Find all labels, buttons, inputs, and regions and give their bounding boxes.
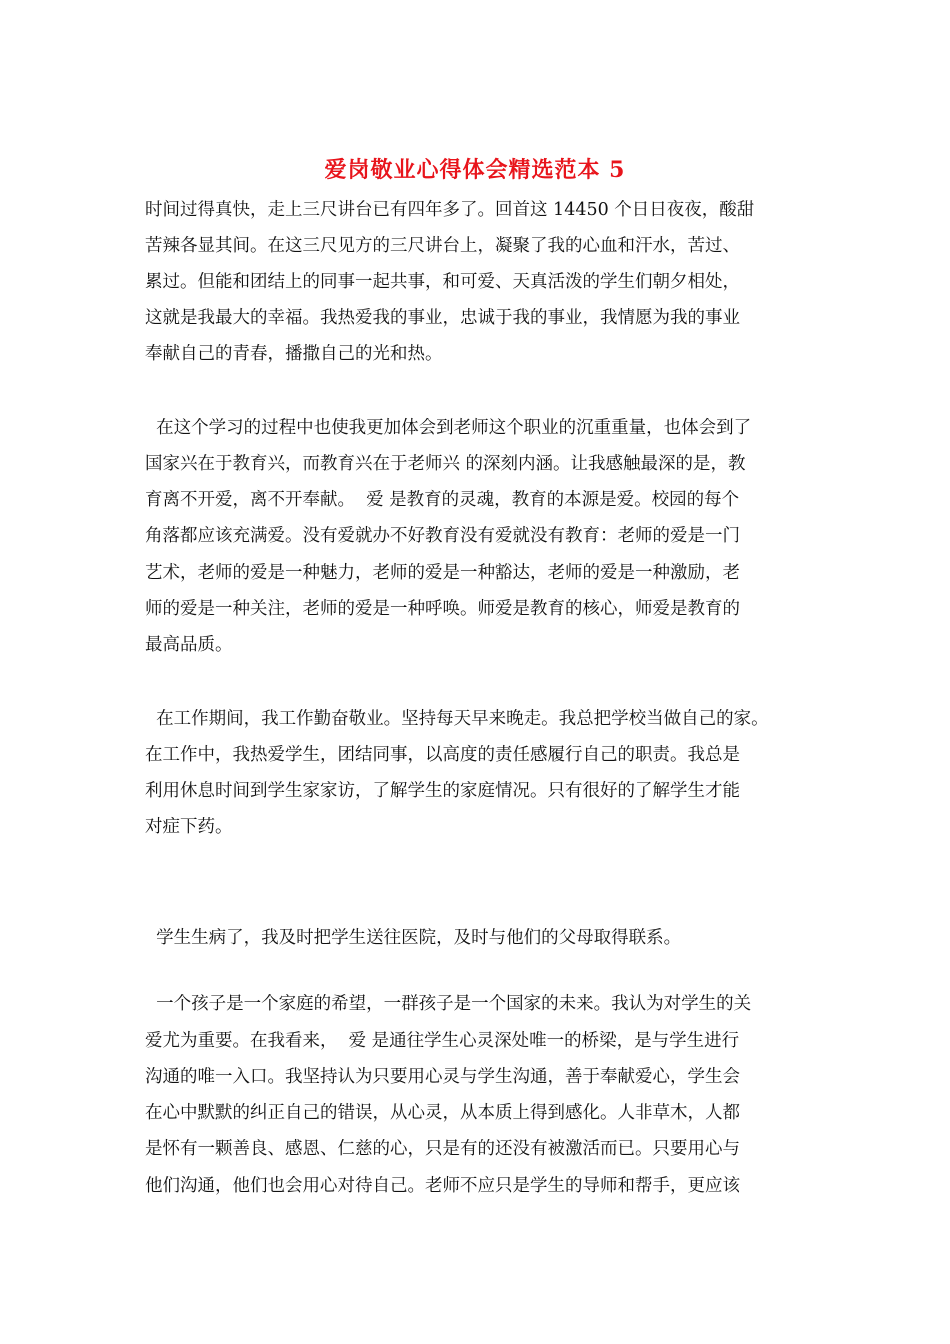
paragraph-4-line-1: 学生生病了，我及时把学生送往医院，及时与他们的父母取得联系。 — [145, 928, 682, 948]
paragraph-5-line-6: 他们沟通，他们也会用心对待自己。老师不应只是学生的导师和帮手，更应该 — [145, 1176, 740, 1196]
paragraph-3-line-2: 在工作中，我热爱学生，团结同事，以高度的责任感履行自己的职责。我总是 — [145, 745, 740, 765]
paragraph-3-line-1: 在工作期间，我工作勤奋敬业。坚持每天早来晚走。我总把学校当做自己的家。 — [145, 709, 769, 729]
paragraph-5-line-4: 在心中默默的纠正自己的错误，从心灵，从本质上得到感化。人非草木，人都 — [145, 1103, 740, 1123]
paragraph-5-line-5: 是怀有一颗善良、感恩、仁慈的心，只是有的还没有被激活而已。只要用心与 — [145, 1139, 740, 1159]
paragraph-2-line-3: 育离不开爱，离不开奉献。 爱 是教育的灵魂，教育的本源是爱。校园的每个 — [145, 490, 740, 510]
paragraph-2-line-4: 角落都应该充满爱。没有爱就办不好教育没有爱就没有教育：老师的爱是一门 — [145, 526, 740, 546]
paragraph-2-line-7: 最高品质。 — [145, 635, 233, 655]
paragraph-1-line-4: 这就是我最大的幸福。我热爱我的事业，忠诚于我的事业，我情愿为我的事业 — [145, 308, 740, 328]
paragraph-3-line-3: 利用休息时间到学生家家访，了解学生的家庭情况。只有很好的了解学生才能 — [145, 781, 740, 801]
paragraph-1-line-1: 时间过得真快，走上三尺讲台已有四年多了。回首这 14450 个日日夜夜，酸甜 — [145, 200, 755, 220]
paragraph-3-line-4: 对症下药。 — [145, 817, 233, 837]
paragraph-2-line-5: 艺术，老师的爱是一种魅力，老师的爱是一种豁达，老师的爱是一种激励，老 — [145, 563, 740, 583]
document-title: 爱岗敬业心得体会精选范本 5 — [324, 157, 626, 183]
paragraph-2-line-6: 师的爱是一种关注，老师的爱是一种呼唤。师爱是教育的核心，师爱是教育的 — [145, 599, 740, 619]
paragraph-5-line-1: 一个孩子是一个家庭的希望，一群孩子是一个国家的未来。我认为对学生的关 — [145, 994, 752, 1014]
paragraph-5-line-3: 沟通的唯一入口。我坚持认为只要用心灵与学生沟通，善于奉献爱心，学生会 — [145, 1067, 740, 1087]
paragraph-2-line-2: 国家兴在于教育兴，而教育兴在于老师兴 的深刻内涵。让我感触最深的是，教 — [145, 454, 746, 474]
paragraph-1-line-3: 累过。但能和团结上的同事一起共事，和可爱、天真活泼的学生们朝夕相处， — [145, 272, 740, 292]
paragraph-5-line-2: 爱尤为重要。在我看来， 爱 是通往学生心灵深处唯一的桥梁，是与学生进行 — [145, 1031, 740, 1051]
paragraph-1-line-5: 奉献自己的青春，播撒自己的光和热。 — [145, 344, 443, 364]
paragraph-2-line-1: 在这个学习的过程中也使我更加体会到老师这个职业的沉重重量，也体会到了 — [145, 418, 752, 438]
paragraph-1-line-2: 苦辣各显其间。在这三尺见方的三尺讲台上，凝聚了我的心血和汗水，苦过、 — [145, 236, 740, 256]
